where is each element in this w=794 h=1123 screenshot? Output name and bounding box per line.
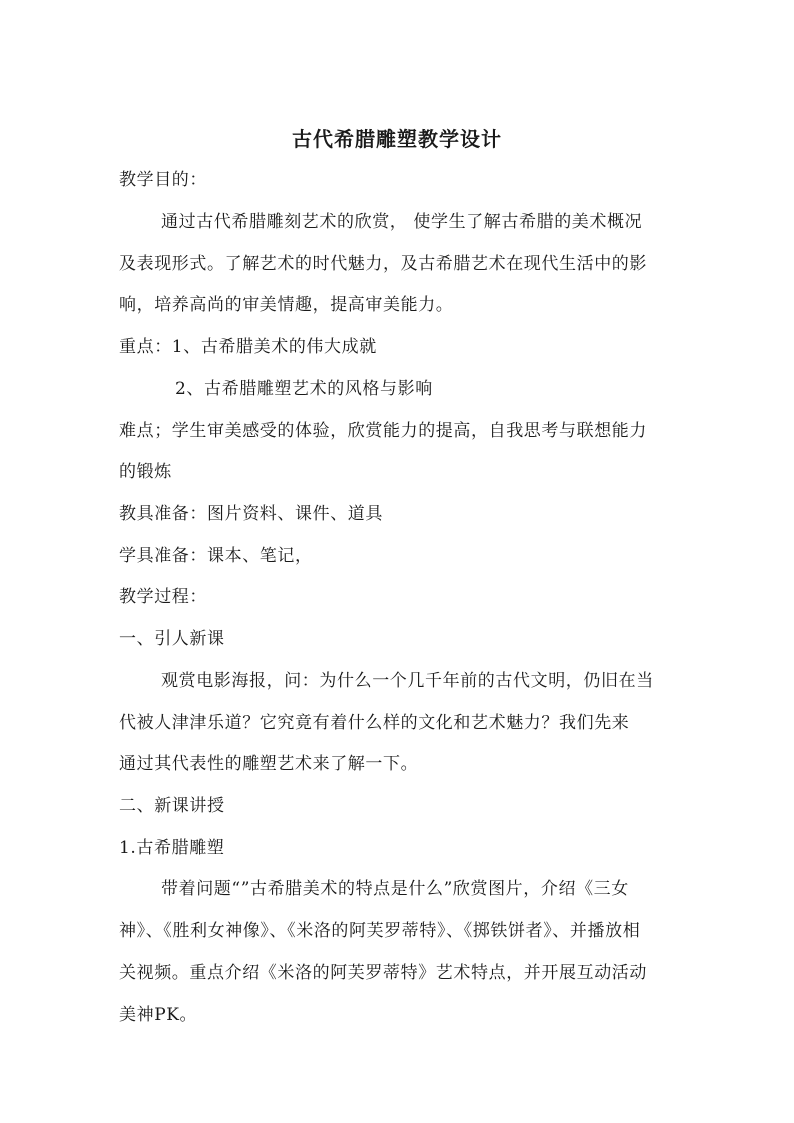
sculpture-paragraph-line-2: 神》、《胜利女神像》、《米洛的阿芙罗蒂特》、《掷铁饼者》、并播放相 [119,921,641,941]
sculpture-paragraph-line-1: 带着问题“”古希腊美术的特点是什么”欣赏图片，介绍《三女 [161,879,629,899]
objectives-paragraph-line-3: 响，培养高尚的审美情趣，提高审美能力。 [119,295,454,315]
subheading-greek-sculpture: 1.古希腊雕塑 [119,838,225,858]
sculpture-paragraph-line-3: 关视频。重点介绍《米洛的阿芙罗蒂特》艺术特点，并开展互动活动 [119,963,647,983]
document-title: 古代希腊雕塑教学设计 [292,127,502,151]
key-point-2: 2、古希腊雕塑艺术的风格与影响 [175,379,433,399]
section-heading-process: 教学过程： [119,587,207,607]
learning-aids: 学具准备：课本、笔记， [119,546,313,566]
objectives-paragraph-line-1: 通过古代希腊雕刻艺术的欣赏， 使学生了解古希腊的美术概况 [161,212,643,232]
step-heading-introduction: 一、引人新课 [119,629,225,649]
introduction-paragraph-line-1: 观赏电影海报，问：为什么一个几千年前的古代文明，仍旧在当 [161,671,654,691]
difficulty-line-1: 难点；学生审美感受的体验，欣赏能力的提高，自我思考与联想能力 [119,421,647,441]
introduction-paragraph-line-2: 代被人津津乐道？它究竟有着什么样的文化和艺术魅力？我们先来 [119,713,630,733]
objectives-paragraph-line-2: 及表现形式。了解艺术的时代魅力，及古希腊艺术在现代生活中的影 [119,254,647,274]
sculpture-paragraph-line-4: 美神PK。 [119,1005,198,1025]
step-heading-new-lesson: 二、新课讲授 [119,796,225,816]
key-point-1: 重点：1、古希腊美术的伟大成就 [119,337,377,357]
difficulty-line-2: 的锻炼 [119,462,172,482]
teaching-aids: 教具准备：图片资料、课件、道具 [119,504,383,524]
introduction-paragraph-line-3: 通过其代表性的雕塑艺术来了解一下。 [119,754,419,774]
section-heading-objectives: 教学目的： [119,170,207,190]
